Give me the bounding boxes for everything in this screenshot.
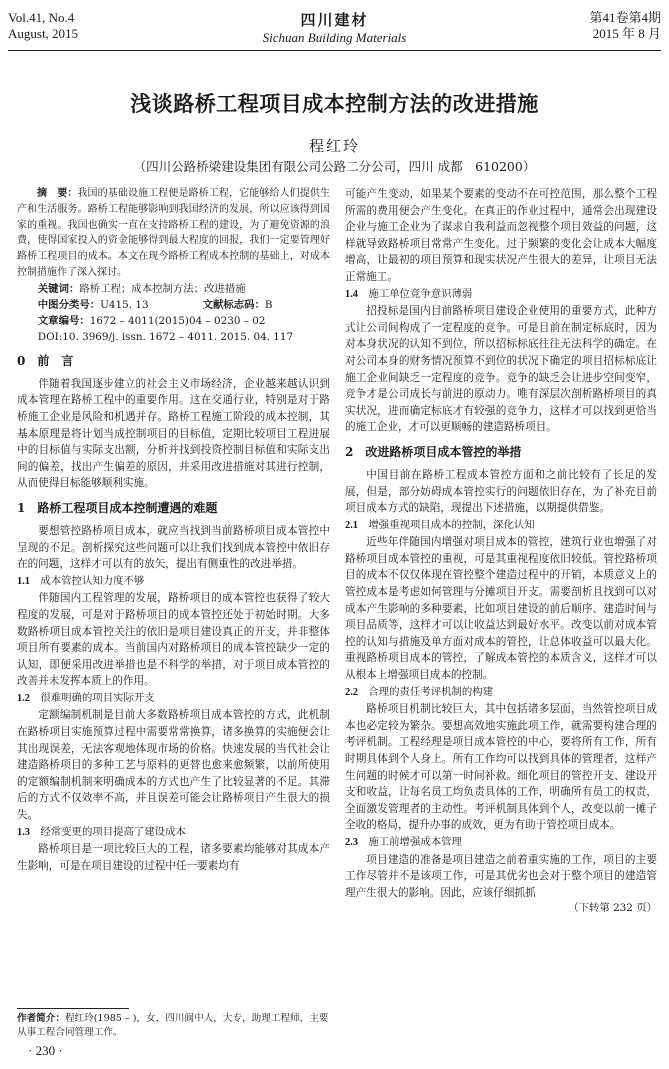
subsection-heading <box>345 684 657 702</box>
header-right <box>589 10 661 42</box>
subsection-number: 1.2 <box>17 692 30 704</box>
subsection-title: 很难明确的项目实际开支 <box>40 691 155 704</box>
abstract-label: 摘 要： <box>37 188 78 199</box>
section-heading: 1 路桥工程项目成本控制遭遇的难题 <box>17 500 218 515</box>
body-paragraph: 可能产生变动，如果某个要素的变动不在可控范围，那么整个工程所需的费用便会产生变化。在真正的作业过程中，通常会出现建设企业与施工企业为了谋求自我利益而忽视整个项目效益的问题，这样就导致路桥项目常常产生变化。过于频繁的变化会让成本大幅度增高，让最初的项目预算和现实状况产生很大的差异，让项目无法正常施工。 <box>345 188 657 283</box>
subsection-number: 2.2 <box>345 686 358 698</box>
subsection-number: 1.1 <box>17 575 30 587</box>
right-body <box>345 186 657 901</box>
subsection-title: 合理的责任考评机制的构建 <box>368 685 494 698</box>
footnote-text: 程红玲(1985 – )，女，四川阆中人，大专，助理工程师，主要从事工程合同管理工作。 <box>17 1013 329 1038</box>
body-paragraph: 中国目前在路桥工程成本管控方面和之前比较有了长足的发展，但是，部分妨碍成本管控实行的问题依旧存在，为了补充目前项目成本方式的缺陷，现提出下述措施，以期提供借鉴。 <box>345 468 657 515</box>
subsection-heading <box>345 286 657 304</box>
doi: DOI:10. 3969/j. issn. 1672 – 4011. 2015. 04. 117 <box>37 330 294 343</box>
volume-label-cn: 第41卷第4期 <box>589 10 661 25</box>
journal-name-en: Sichuan Building Materials <box>262 30 407 45</box>
abstract-text: 我国的基础设施工程便是路桥工程，它能够给人们提供生产和生活服务。路桥工程能够影响到我国经济的发展，所以应该得到国家的重视。我国也确实一直在支持路桥工程的建设，为了避免资源的浪费，使得国家投入的资金能够得到最大程度的回报，我们一定要管理好路桥工程项目的成本。本文在现今路桥工程成本控制的基础上，对成本控制措施作了深入探讨。 <box>17 188 331 278</box>
body-paragraph: 项目建造的准备是项目建造之前着重实施的工作，项目的主要工作尽管并不是该项工作，可是其优劣也会对于整个项目的建造管理产生很大的影响。因此，应该仔细抓抓 <box>345 853 657 899</box>
subsection-title: 施工单位竞争意识薄弱 <box>368 287 473 300</box>
abstract <box>17 186 330 281</box>
author-affiliation: （四川公路桥梁建设集团有限公司公路二分公司，四川 成都 610200） <box>133 159 536 174</box>
subsection-title: 施工前增强成本管理 <box>368 835 462 848</box>
body-paragraph: 伴随国内工程管理的发展，路桥项目的成本管控也获得了较大程度的发展，可是对于路桥项目的成本管控还处于初始时期。大多数路桥项目成本管控关注的依旧是项目建设真正的开支，并非整体项目所有要素的成本。当前国内对路桥项目的成本管控缺少一定的认知，即便采用改进举措也是不科学的举措，对于项目成本管控的改善并未发挥本质上的作用。 <box>17 592 330 688</box>
footnote-label: 作者简介： <box>17 1013 65 1024</box>
body-paragraph: 要想管控路桥项目成本，就应当找到当前路桥项目成本管控中呈现的不足。剖析探究这些问题可以让我们找到成本管控中依旧存在的问题，这样才可以有的放矢，提出有侧重性的改进举措。 <box>17 524 330 571</box>
journal-masthead <box>8 10 661 46</box>
subsection-title: 增强重视项目成本的控制，深化认知 <box>368 518 535 531</box>
right-column <box>345 186 657 916</box>
issue-date: August, 2015 <box>8 26 79 41</box>
subsection-number: 1.4 <box>345 288 358 300</box>
author-name: 程红玲 <box>308 137 360 155</box>
subsection-heading <box>17 573 330 591</box>
subsection-number: 2.3 <box>345 836 358 848</box>
subsection-heading <box>17 824 330 842</box>
footnote <box>17 1012 330 1040</box>
section-heading: 0 前 言 <box>17 353 74 368</box>
body-paragraph: 定额编制机制是目前大多数路桥项目成本管控的方式，此机制在路桥项目实施预算过程中需要常常换算，诸多换算的实施便会让其出现误差，无法客观地体现市场的价格。快速发展的当代社会让建造路桥项目的多种工艺与原料的更替也愈来愈频繁，以前所使用的定额编制机制来明确成本的方式也产生了比较显著的不足。其滞后的方式不仅效率不高，并且误差可能会让路桥项目产生很大的损失。 <box>17 709 330 822</box>
subsection-heading <box>345 517 657 535</box>
body-paragraph: 伴随着我国逐步建立的社会主义市场经济，企业越来越认识到成本管理在路桥工程中的重要作用。这在交通行业，特别是对于路桥施工企业是风险和机遇并存。路桥工程施工阶段的成本控制，其基本原理是将计划当成控制项目的目标值，定期比较项目工程进展中的目标值与实际支出额，分析并找到投资控制目标值和实际支出间的偏差，找出产生偏差的原因，并采用改进措施对其进行控制，从而使得目标能够顺利实施。 <box>17 377 330 490</box>
article-number: 文章编号：1672 – 4011(2015)04 – 0230 – 02 <box>37 314 266 327</box>
issue-date-cn: 2015 年 8 月 <box>592 26 661 41</box>
subsection-number: 2.1 <box>345 519 358 531</box>
subsection-heading <box>17 690 330 708</box>
page-header <box>8 10 661 51</box>
subsection-number: 1.3 <box>17 826 30 838</box>
volume-label: Vol.41, No.4 <box>8 10 75 25</box>
left-column <box>17 186 330 874</box>
section-heading: 2 改进路桥项目成本管控的举措 <box>345 444 522 459</box>
subsection-heading <box>345 834 657 852</box>
keywords: 关键词：路桥工程；成本控制方法；改进措施 <box>37 282 246 295</box>
body-paragraph: 路桥项目是一项比较巨大的工程，诸多要素均能够对其成本产生影响，可是在项目建设的过程中任一要素均有 <box>17 843 330 872</box>
continued-note: （下转第 232 页） <box>568 902 657 915</box>
journal-name-cn: 四川建材 <box>300 11 369 29</box>
subsection-title: 成本管控认知力度不够 <box>40 574 145 587</box>
classification-line: 中图分类号：U415. 13 文献标志码：B <box>37 298 273 311</box>
body-paragraph: 近些年伴随国内增强对项目成本的管控，建筑行业也增强了对路桥项目成本管控的重视，可是其重视程度依旧较低。管控路桥项目的成本不仅仅体现在管控整个建造过程中的开销，本质意义上的管控成本是考虑如何管理与分摊项目开支。需要剖析且找到可以对成本产生影响的多种要素，比如项目建设的前后顺序、建造时间与项目品质等，这样才可以让收益达到最好水平。改变以前对成本管控的认知与措施及单方面对成本的管控，让总体收益可以最大化。重视路桥项目成本的管控，了解成本管控的本质含义，这样才可以从根本上增强项目成本的控制。 <box>345 536 657 682</box>
footnote-rule <box>17 1008 129 1009</box>
page-number: · 230 · <box>28 1043 63 1058</box>
body-paragraph: 路桥项目机制比较巨大，其中包括诸多层面，当然管控项目成本也必定较为繁杂。要想高效地实施此项工作，就需要构建合理的考评机制。工程经理是项目成本管控的中心，要将所有工作，所有时期具体到个人身上。所有工作均可以找到具体的管理者，这样产生问题的时候才可以第一时间补救。细化项目的管控开支、建设开支和收益，让每名员工均负责具体的工作，明确所有员工的权责，全面激发管理者的主动性。考评机制具体到个人，改变以前一摊子全收的格局，提升办事的成效，更为有助于管控项目成本。 <box>345 703 657 832</box>
subsection-title: 经常变更的项目提高了建设成本 <box>40 825 186 838</box>
body-paragraph: 招投标是国内目前路桥项目建设企业使用的重要方式，此种方式让公司间构成了一定程度的竞争。可是目前在制定标底时，因为对本身状况的认知不到位，所以招标标底往往无法科学的确定。在对公司本身的财务情况预算不到位的状况下确定的项目招标标底让施工企业间缺乏一定程度的竞争。竞争的缺乏会让进步空间变窄，竞争才是公司成长与前进的原动力。唯有深层次剖析路桥项目的真实状况，进而确定标底才有较强的竞争力，这样才可以找到更恰当的施工企业，才可以更顺畅的建造路桥项目。 <box>345 305 657 434</box>
paper-title: 浅谈路桥工程项目成本控制方法的改进措施 <box>130 91 539 116</box>
left-body <box>17 352 330 875</box>
